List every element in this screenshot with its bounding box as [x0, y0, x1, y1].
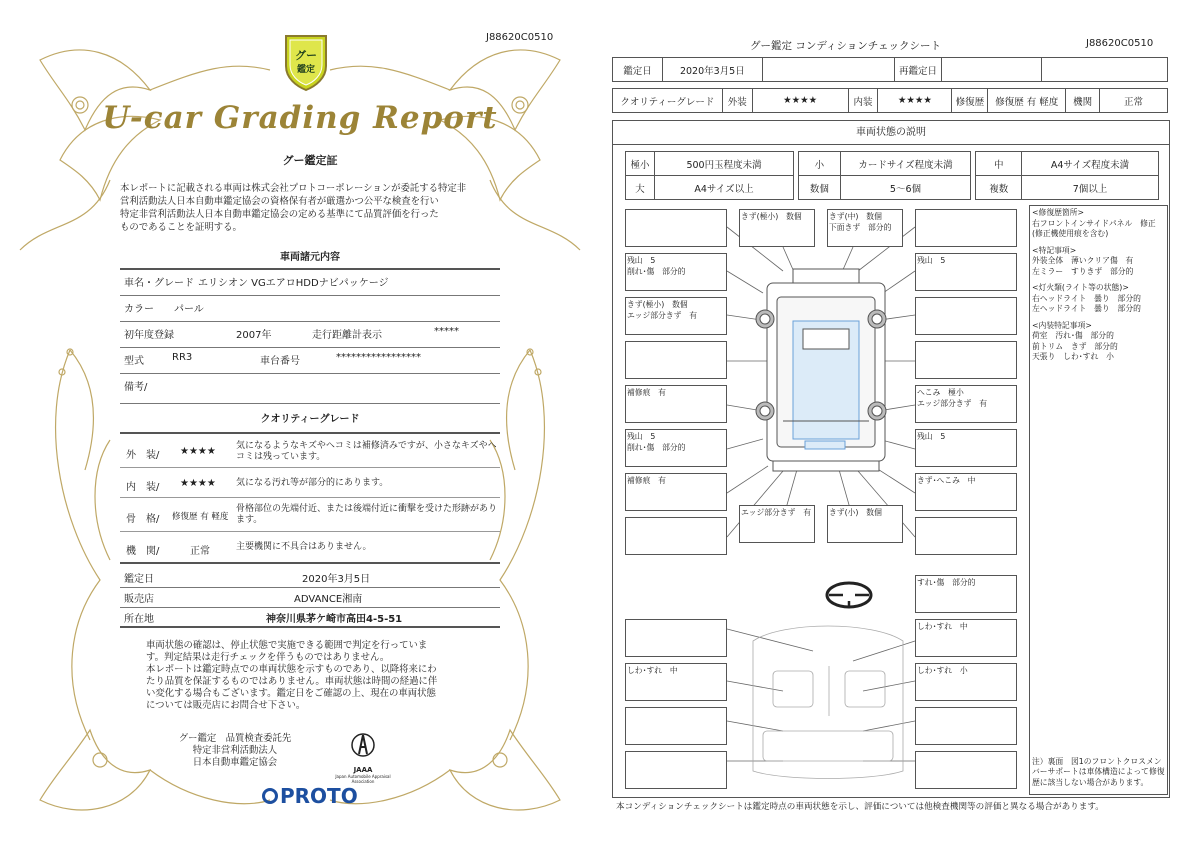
- grade-summary-table: [612, 88, 1168, 113]
- cond-box-empty: [625, 517, 727, 555]
- date-row: [120, 570, 500, 588]
- empty-cell: [762, 58, 894, 82]
- quality-desc: 主要機関に不具合はありません。: [236, 542, 372, 552]
- cert-line: ものであることを証明する。: [120, 222, 242, 233]
- legend-cell: 中: [976, 152, 1022, 176]
- car-name-label: 車名・グレード: [124, 278, 194, 289]
- sheet-footer: 本コンディションチェックシートは鑑定時点の車両状態を示し、評価については他検査機関等の評価と異なる場合があります。: [616, 802, 1104, 812]
- cond-box-empty: [915, 209, 1017, 247]
- remarks-panel: [1029, 205, 1168, 795]
- legend-cell: 5～6個: [840, 176, 971, 200]
- engine-value-cell: 正常: [1100, 89, 1168, 113]
- svg-text:鑑定: 鑑定: [296, 65, 316, 75]
- note-line: については販売店にお問合せ下さい。: [146, 700, 306, 711]
- quality-row-engine: [120, 534, 500, 564]
- redate-label-cell: 再鑑定日: [894, 58, 942, 82]
- cond-box-seat-left: しわ･すれ 中: [625, 663, 727, 701]
- quality-desc: 気になる汚れ等が部分的にあります。: [236, 478, 389, 488]
- remark-line: 左ヘッドライト 曇り 部分的: [1032, 304, 1141, 313]
- chassis-label: 車台番号: [260, 356, 300, 367]
- remarks-label: 備考/: [124, 382, 148, 393]
- certificate-text: [120, 182, 502, 234]
- model-label: 型式: [124, 356, 144, 367]
- legend-cell: 極小: [626, 152, 655, 176]
- address-value: 神奈川県茅ケ崎市高田4-5-51: [266, 614, 403, 625]
- note-line: たり品質を保証するものではありません。車両状態は時間の経過に伴: [146, 676, 438, 687]
- legend-cell: 小: [799, 152, 840, 176]
- shop-label: 販売店: [124, 594, 154, 605]
- interior-label-cell: 内装: [848, 89, 878, 113]
- quality-desc: 気になるようなキズやヘコミは補修済みですが、小さなキズやヘコミは残っています。: [236, 441, 497, 462]
- repair-label-cell: 修復歴: [952, 89, 988, 113]
- quality-grade: 修復歴 有 軽度: [172, 512, 229, 522]
- proto-mark-icon: [262, 788, 278, 804]
- association-credit: [170, 733, 300, 769]
- address-label: 所在地: [124, 614, 154, 625]
- remark-line: 前トリム きず 部分的: [1032, 341, 1118, 351]
- quality-label-cell: クオリティーグレード: [613, 89, 723, 113]
- cond-box-empty: [625, 209, 727, 247]
- quality-grade: ★★★★: [180, 446, 216, 457]
- sheet-code: J88620C0510: [1086, 38, 1154, 49]
- quality-label: 機 関/: [126, 546, 160, 557]
- legend-cell: 数個: [799, 176, 840, 200]
- cond-box-left-6: 残山 5 削れ･傷 部分的: [625, 429, 727, 467]
- cond-box-dash: しわ･すれ 中: [915, 619, 1017, 657]
- assoc-line: グー鑑定 品質検査委託先: [178, 733, 292, 744]
- assoc-line: 特定非営利活動法人: [192, 745, 278, 756]
- first-reg-value: 2007年: [236, 330, 272, 341]
- cond-box-empty: [915, 517, 1017, 555]
- cond-box-left-2: 残山 5 削れ･傷 部分的: [625, 253, 727, 291]
- cert-line: 営利活動法人日本自動車鑑定協会の資格保有者が厳選かつ公平な検査を行い: [120, 196, 439, 207]
- car-name-row: [120, 274, 500, 296]
- date-label: 鑑定日: [124, 574, 154, 585]
- disclaimer-note: [146, 640, 476, 712]
- goo-kantei-badge-icon: [282, 32, 330, 92]
- quality-title-text: クオリティーグレード: [260, 414, 360, 425]
- remark-line: <特記事項>: [1032, 245, 1077, 255]
- remark-line: 荷室 汚れ･傷 部分的: [1032, 331, 1114, 340]
- note-line: い変化する場合もございます。鑑定日をご確認の上、現在の車両状態: [146, 688, 436, 699]
- cond-box-right-6: 残山 5: [915, 429, 1017, 467]
- certificate-title: グー鑑定証: [282, 154, 338, 167]
- mileage-label: 走行距離計表示: [312, 330, 382, 341]
- quality-label: 内 装/: [126, 482, 160, 493]
- proto-logo: [262, 784, 358, 808]
- cond-box-right-2: 残山 5: [915, 253, 1017, 291]
- cond-box-empty: [915, 707, 1017, 745]
- redate-value-cell: [942, 58, 1042, 82]
- assoc-line: 日本自動車鑑定協会: [192, 757, 278, 768]
- quality-label: 骨 格/: [126, 514, 160, 525]
- legend-cell: 大: [626, 176, 655, 200]
- svg-text:グー: グー: [295, 49, 317, 62]
- quality-row-frame: [120, 500, 500, 532]
- remark-line: <灯火類(ライト等の状態)>: [1032, 283, 1129, 292]
- exterior-label-cell: 外装: [722, 89, 752, 113]
- note-line: 本レポートは鑑定時点での車両状態を示すものであり、以降将来にわ: [146, 664, 437, 675]
- repair-value-cell: 修復歴 有 軽度: [988, 89, 1066, 113]
- legend-cell: A4サイズ程度未満: [1022, 152, 1159, 176]
- remark-line: <内装特記事項>: [1032, 320, 1092, 330]
- model-row: [120, 352, 500, 374]
- condition-check-sheet: [600, 0, 1200, 848]
- quality-section-title: [120, 410, 500, 434]
- cond-box-rear-left: エッジ部分きず 有: [739, 505, 815, 543]
- report-script-title: U-car Grading Report: [102, 100, 498, 136]
- cond-box-steering: すれ･傷 部分的: [915, 575, 1017, 613]
- cond-box-empty: [625, 707, 727, 745]
- quality-label: 外 装/: [126, 450, 160, 461]
- jaaa-abbr: JAAA: [353, 766, 373, 774]
- exterior-value-cell: ★★★★: [752, 89, 848, 113]
- date-value: 2020年3月5日: [302, 574, 371, 585]
- condition-title: 車両状態の説明: [613, 121, 1169, 145]
- legend-cell: カードサイズ程度未満: [840, 152, 971, 176]
- remarks-row: [120, 378, 500, 404]
- quality-row-exterior: [120, 438, 500, 468]
- jaaa-emblem-icon: [350, 732, 376, 762]
- empty-cell: [1042, 58, 1168, 82]
- cond-box-empty: [915, 341, 1017, 379]
- cond-box-rear-right: きず(小) 数個: [827, 505, 903, 543]
- cond-box-front-right: きず(中) 数個 下面きず 部分的: [827, 209, 903, 247]
- cond-box-left-3: きず(極小) 数個 エッジ部分きず 有: [625, 297, 727, 335]
- cond-box-empty: [625, 619, 727, 657]
- cert-line: 特定非営利活動法人日本自動車鑑定協会の定める基準にて品質評価を行った: [120, 209, 439, 220]
- remark-line: <修復歴箇所>: [1032, 208, 1085, 217]
- color-value: パール: [174, 304, 204, 315]
- spec-title-text: 車両諸元内容: [280, 252, 340, 263]
- note-line: 車両状態の確認は、停止状態で実施できる範囲で判定を行っていま: [146, 640, 428, 651]
- interior-value-cell: ★★★★: [878, 89, 952, 113]
- quality-desc: 骨格部位の先端付近、または後端付近に衝撃を受けた形跡があります。: [236, 504, 498, 525]
- color-label: カラー: [124, 304, 154, 315]
- first-reg-row: [120, 326, 500, 348]
- cond-box-left-7: 補修痕 有: [625, 473, 727, 511]
- cond-box-seat-right: しわ･すれ 小: [915, 663, 1017, 701]
- sheet-title: グー鑑定 コンディションチェックシート: [750, 40, 941, 52]
- cond-box-right-5: へこみ 極小 エッジ部分きず 有: [915, 385, 1017, 423]
- chassis-value: *****************: [336, 352, 421, 363]
- engine-label-cell: 機関: [1066, 89, 1100, 113]
- cond-box-empty: [915, 297, 1017, 335]
- first-reg-label: 初年度登録: [124, 330, 174, 341]
- cert-line: 本レポートに記載される車両は株式会社プロトコーポレーションが委託する特定非: [120, 183, 467, 194]
- date-label-cell: 鑑定日: [613, 58, 663, 82]
- mileage-value: *****: [434, 326, 459, 337]
- quality-row-interior: [120, 470, 500, 498]
- color-row: [120, 300, 500, 322]
- remark-footnote: 注）裏面 図1のフロントクロスメンバーサポートは車体構造によって修復歴に該当しない場合があります。: [1032, 756, 1165, 787]
- remark-line: 右フロントインサイドパネル 修正: [1032, 218, 1156, 228]
- shop-row: [120, 590, 500, 608]
- cond-box-empty: [915, 751, 1017, 789]
- cond-box-right-7: きず･へこみ 中: [915, 473, 1017, 511]
- remark-line: 左ミラー すりきず 部分的: [1032, 266, 1134, 276]
- cond-box-left-5: 補修痕 有: [625, 385, 727, 423]
- jaaa-logo: [334, 732, 392, 784]
- remark-line: (修正機使用痕を含む): [1032, 229, 1109, 238]
- shop-value: ADVANCE湘南: [294, 594, 363, 605]
- legend-cell: 500円玉程度未満: [655, 152, 794, 176]
- condition-description-box: [612, 120, 1170, 798]
- remark-line: 右ヘッドライト 曇り 部分的: [1032, 293, 1141, 303]
- note-line: す。判定結果は走行チェックを伴うものではありません。: [146, 652, 390, 663]
- address-row: [120, 610, 500, 628]
- remark-line: 天張り しわ･すれ 小: [1032, 352, 1114, 361]
- legend-cell: A4サイズ以上: [655, 176, 794, 200]
- legend-cell: 7個以上: [1022, 176, 1159, 200]
- date-value-cell: 2020年3月5日: [662, 58, 762, 82]
- cond-box-empty: [625, 341, 727, 379]
- car-name-value: エリシオン VGエアロHDDナビパッケージ: [198, 278, 389, 289]
- quality-grade: 正常: [190, 546, 210, 557]
- legend-cell: 複数: [976, 176, 1022, 200]
- jaaa-fullname: Japan Automobile Appraisal Association: [335, 774, 391, 784]
- date-table: [612, 57, 1168, 82]
- cond-box-empty: [625, 751, 727, 789]
- cond-box-front-left: きず(極小) 数個: [739, 209, 815, 247]
- spec-section-title: [120, 248, 500, 270]
- report-code: J88620C0510: [486, 32, 554, 43]
- remark-line: 外装全体 薄いクリア傷 有: [1032, 256, 1134, 265]
- proto-logo-text: PROTO: [280, 784, 358, 808]
- quality-grade: ★★★★: [180, 478, 216, 489]
- model-value: RR3: [172, 352, 193, 363]
